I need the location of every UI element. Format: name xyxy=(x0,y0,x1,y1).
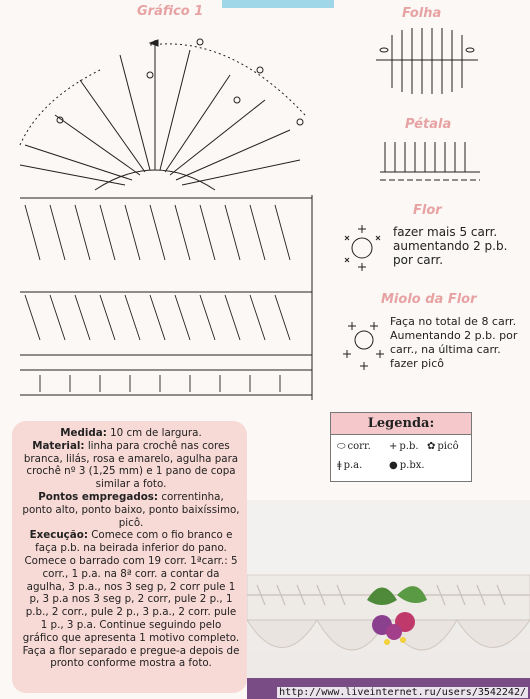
instructions-text xyxy=(22,427,240,670)
flor-note-line: aumentando 2 p.b. xyxy=(393,239,508,253)
instructions-panel xyxy=(12,421,247,693)
pontos-label: Pontos empregados: xyxy=(38,490,159,503)
legend-box xyxy=(330,412,472,482)
heading-miolo: Miolo da Flor xyxy=(381,292,477,307)
legend-label: p.a. xyxy=(343,460,363,471)
flor-note xyxy=(393,225,507,267)
legend-item-pico xyxy=(427,441,459,452)
medida-text: 10 cm de largura. xyxy=(106,427,202,439)
plus-icon: + xyxy=(389,441,398,452)
material-text: linha para crochê nas cores branca, lilás, rosa e amarelo, agulha para crochê nº 3 (1,25 mm) e 1 pano de copa similar a foto. xyxy=(23,439,239,491)
medida-label: Medida: xyxy=(60,427,107,439)
miolo-note xyxy=(390,315,517,371)
miolo-note-line: Aumentando 2 p.b. por xyxy=(390,329,518,342)
legend-item-pb xyxy=(389,441,419,452)
legend-title: Legenda: xyxy=(331,413,471,435)
lace-photo xyxy=(247,500,530,699)
double-crochet-icon: ǂ xyxy=(337,460,342,471)
miolo-diagram xyxy=(343,322,384,370)
execucao-label: Execução: xyxy=(29,529,88,542)
lace-illustration xyxy=(247,500,530,699)
legend-item-pbx xyxy=(389,460,425,471)
folha-diagram xyxy=(376,28,478,94)
pontos-text: correntinha, ponto alto, ponto baixo, ponto baixíssimo, picô. xyxy=(22,490,240,529)
heading-grafico: Gráfico 1 xyxy=(137,4,204,19)
heading-folha: Folha xyxy=(402,6,442,21)
flor-note-line: fazer mais 5 carr. xyxy=(393,225,498,239)
legend-item-corr xyxy=(337,441,371,452)
legend-label: corr. xyxy=(347,441,371,452)
watermark-url: http://www.liveinternet.ru/users/3542242/ xyxy=(279,687,526,698)
flor-note-line: por carr. xyxy=(393,253,444,267)
material-label: Material: xyxy=(32,439,85,452)
stitch-grid xyxy=(20,195,312,400)
heading-flor: Flor xyxy=(413,203,442,218)
miolo-note-line: carr., na última carr. xyxy=(390,343,501,356)
picot-icon: ✿ xyxy=(427,441,436,452)
chain-icon: ⬭ xyxy=(337,441,346,452)
legend-label: p.b. xyxy=(399,441,419,452)
legend-label: picô xyxy=(437,441,459,452)
slip-stitch-icon: ● xyxy=(389,460,398,471)
flor-diagram xyxy=(345,225,380,271)
legend-item-pa xyxy=(337,460,362,471)
petala-diagram xyxy=(380,142,480,180)
fan-motif xyxy=(20,39,305,190)
legend-label: p.bx. xyxy=(399,460,425,471)
miolo-note-line: Faça no total de 8 carr. xyxy=(390,315,517,328)
heading-petala: Pétala xyxy=(405,117,452,132)
miolo-note-line: fazer picô xyxy=(390,357,444,370)
execucao-text: Comece com o fio branco e faça p.b. na beirada inferior do pano. Comece o barrado com 19 corr. 1ªcarr.: 5 corr., 1 p.a. na 8ª corr. a contar da agulha, 3 p.a., nos 3 seg p, 2 corr pule 1 p, 3 p.a nos 3 seg p, 2 corr, pule 2 p., 1 p.b., 2 corr., pule 2 p., 3 p.a., 2 corr. pule 1 p., 3 p.a. Continue seguindo pelo gráfico que apresenta 1 motivo completo. Faça a flor separado e pregue-a depois de pronto conforme mostra a foto. xyxy=(22,529,240,670)
